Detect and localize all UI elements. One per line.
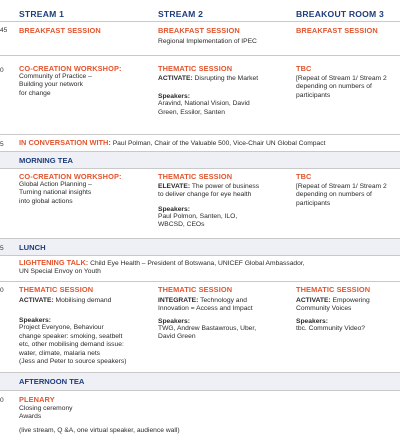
stream2-breakfast-title: BREAKFAST SESSION — [158, 26, 240, 35]
plenary-cell — [19, 395, 400, 435]
row-time: 5 — [0, 141, 4, 148]
thematic-desc — [19, 297, 149, 305]
thematic-text: Disrupting the Market — [192, 75, 259, 82]
plenary-title: PLENARY — [19, 395, 55, 404]
speakers-list: Project Everyone, Behaviour change speaker: smoking, seatbelt etc, other mobilising demand issue: water, climate, malaria nets (Jess and Peter to source speakers) — [19, 324, 127, 366]
header-stream-2: STREAM 2 — [158, 9, 204, 19]
room3-tbc-cell — [296, 64, 400, 100]
cocreation-text: Global Action Planning – Turning national insights into global actions — [19, 181, 92, 205]
lightening-talk-label: LIGHTENING TALK: — [19, 258, 89, 267]
thematic-desc — [158, 297, 288, 314]
stream1-cocreation-cell — [19, 64, 149, 98]
header-breakout-room-3: BREAKOUT ROOM 3 — [296, 9, 384, 19]
thematic-title: THEMATIC SESSION — [158, 285, 233, 294]
divider — [0, 21, 400, 22]
speakers-label: Speakers: — [158, 93, 190, 101]
row-time: 0 — [0, 67, 4, 74]
speakers-list: TWG, Andrew Bastawrous, Uber, David Green — [158, 324, 257, 341]
row-time: 5 — [0, 245, 4, 252]
divider — [0, 281, 400, 282]
divider — [0, 390, 400, 391]
speakers-list: tbc. Community Video? — [296, 324, 366, 332]
row-time: 0 — [0, 287, 4, 294]
speakers-label: Speakers: — [296, 317, 328, 325]
cocreation-title: CO-CREATION WORKSHOP: — [19, 64, 122, 73]
thematic-lead: ELEVATE: — [158, 183, 191, 190]
tbc-title: TBC — [296, 64, 312, 73]
stream2-thematic-cell-2 — [158, 172, 288, 230]
morning-tea-label: MORNING TEA — [19, 156, 73, 165]
divider — [0, 255, 400, 256]
divider — [0, 55, 400, 56]
room3-thematic-cell — [296, 285, 400, 333]
room3-breakfast-title: BREAKFAST SESSION — [296, 26, 378, 35]
thematic-desc — [158, 75, 288, 83]
thematic-title: THEMATIC SESSION — [296, 285, 371, 294]
thematic-title: THEMATIC SESSION — [158, 172, 233, 181]
conversation-text: Paul Polman, Chair of the Valuable 500, Vice-Chair UN Global Compact — [110, 140, 326, 147]
conversation-label: IN CONVERSATION WITH: — [19, 138, 111, 147]
speakers-label: Speakers: — [158, 205, 190, 213]
stream2-breakfast-cell — [158, 26, 288, 46]
lunch-label: LUNCH — [19, 243, 46, 252]
plenary-text: Closing ceremony Awards — [19, 405, 73, 421]
lightening-talk-text: Child Eye Health – President of Botswana, UNICEF Global Ambassador, UN Special Envoy on Youth — [19, 260, 305, 276]
thematic-text: The power of business to deliver change for eye health — [158, 183, 260, 199]
speakers-label: Speakers: — [158, 317, 190, 325]
stream2-thematic-cell-3 — [158, 285, 288, 342]
thematic-title: THEMATIC SESSION — [19, 285, 94, 294]
speakers-list: Aravind, National Vision, David Green, Essilor, Santen — [158, 100, 250, 116]
thematic-lead: ACTIVATE: — [296, 297, 331, 304]
thematic-lead: INTEGRATE: — [158, 297, 199, 304]
tbc-title: TBC — [296, 172, 312, 181]
thematic-desc — [296, 297, 400, 314]
row-time: 0 — [0, 397, 4, 404]
lightening-talk-row — [19, 259, 400, 277]
speakers-list: Paul Polmon, Santen, ILO, WBCSD, CEOs — [158, 212, 238, 229]
cocreation-text: Community of Practice – Building your network for change — [19, 73, 92, 97]
stream2-thematic-cell — [158, 64, 288, 117]
stream2-breakfast-text: Regional Implementation of IPEC — [158, 38, 257, 45]
thematic-text: Mobilising demand — [53, 297, 112, 304]
divider — [0, 168, 400, 169]
header-stream-1: STREAM 1 — [19, 9, 65, 19]
row-time: 45 — [0, 27, 8, 34]
conversation-row — [19, 139, 400, 148]
stream1-thematic-cell — [19, 285, 149, 366]
room3-tbc-cell-2 — [296, 172, 400, 208]
thematic-text: Technology and Innovation = Access and Impact — [158, 297, 253, 313]
thematic-text: Empowering Community Voices — [296, 297, 370, 313]
speakers-label: Speakers: — [19, 317, 51, 325]
thematic-title: THEMATIC SESSION — [158, 64, 233, 73]
cocreation-title: CO-CREATION WORKSHOP: — [19, 172, 122, 181]
stream1-cocreation-cell-2 — [19, 172, 149, 206]
thematic-lead: ACTIVATE: — [158, 75, 193, 82]
plenary-note: (live stream, Q &A, one virtual speaker, audience wall) — [19, 426, 180, 434]
thematic-lead: ACTIVATE: — [19, 297, 54, 304]
afternoon-tea-label: AFTERNOON TEA — [19, 377, 85, 386]
divider — [0, 134, 400, 135]
stream1-breakfast-title: BREAKFAST SESSION — [19, 26, 101, 35]
thematic-desc — [158, 183, 288, 200]
tbc-text: [Repeat of Stream 1/ Stream 2 depending on numbers of participants — [296, 75, 387, 99]
tbc-text: [Repeat of Stream 1/ Stream 2 depending on numbers of participants — [296, 183, 387, 207]
